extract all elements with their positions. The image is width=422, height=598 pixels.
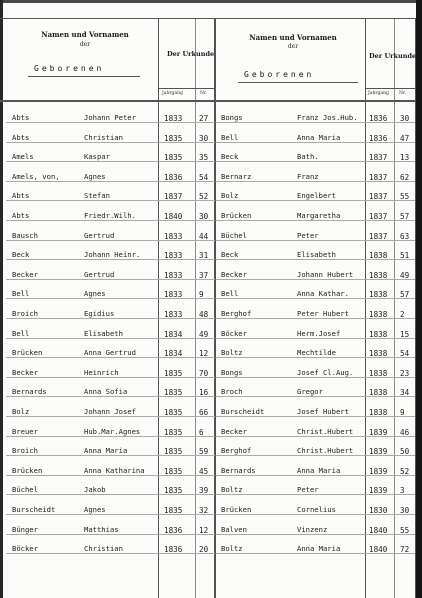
- right-row-year: 1838: [369, 251, 388, 260]
- right-row-number: 50: [400, 447, 410, 456]
- left-row-number: 6: [199, 428, 204, 437]
- right-der: der: [287, 43, 299, 50]
- row-rule-left: [6, 298, 215, 299]
- left-row-surname: Broich: [12, 446, 38, 455]
- right-row-year: 1838: [369, 369, 388, 378]
- left-row-year: 1833: [164, 114, 183, 123]
- scan-edge-right: [416, 0, 422, 598]
- left-row-year: 1834: [164, 349, 183, 358]
- left-row-surname: Bell: [12, 289, 30, 298]
- right-row-year: 1838: [369, 388, 388, 397]
- right-row-given-name: Bath.: [297, 152, 319, 161]
- right-row-surname: Bernarz: [221, 172, 252, 181]
- right-row-surname: Berghof: [221, 309, 252, 318]
- right-row-surname: Boltz: [221, 544, 243, 553]
- right-row-surname: Bernards: [221, 466, 256, 475]
- left-row-number: 31: [199, 251, 209, 260]
- left-row-given-name: Gertrud: [84, 231, 115, 240]
- right-row-given-name: Christ.Hubert: [297, 427, 354, 436]
- right-row-year: 1839: [369, 428, 388, 437]
- left-row-number: 48: [199, 310, 209, 319]
- left-row-year: 1835: [164, 467, 183, 476]
- left-row-number: 32: [199, 506, 209, 515]
- right-row-year: 1839: [369, 486, 388, 495]
- right-row-surname: Becker: [221, 270, 247, 279]
- left-row-given-name: Elisabeth: [84, 329, 123, 338]
- right-row-surname: Becker: [221, 427, 247, 436]
- left-row-surname: Abts: [12, 113, 30, 122]
- left-row-given-name: Kaspar: [84, 152, 110, 161]
- right-row-surname: Berghof: [221, 446, 252, 455]
- left-row-year: 1835: [164, 134, 183, 143]
- left-row-surname: Abts: [12, 133, 30, 142]
- left-row-year: 1836: [164, 526, 183, 535]
- left-row-year: 1833: [164, 271, 183, 280]
- left-row-year: 1833: [164, 290, 183, 299]
- right-row-surname: Bell: [221, 289, 239, 298]
- left-row-surname: Böcker: [12, 544, 38, 553]
- left-row-given-name: Johann Josef: [84, 407, 136, 416]
- left-urkunde: Der Urkunde: [167, 50, 215, 58]
- right-row-given-name: Franz Jos.Hub.: [297, 113, 358, 122]
- left-geborenen: Geborenen: [34, 64, 105, 73]
- right-row-year: 1838: [369, 330, 388, 339]
- left-row-year: 1835: [164, 369, 183, 378]
- right-row-given-name: Peter: [297, 231, 319, 240]
- right-urkunde: Der Urkunde: [369, 52, 417, 60]
- right-row-number: 57: [400, 290, 410, 299]
- left-row-number: 52: [199, 192, 209, 201]
- rule-right-subheader: [365, 88, 416, 89]
- right-row-year: 1838: [369, 349, 388, 358]
- left-row-surname: Bolz: [12, 407, 30, 416]
- right-row-given-name: Christ.Hubert: [297, 446, 354, 455]
- right-row-number: 55: [400, 526, 410, 535]
- left-row-number: 12: [199, 526, 209, 535]
- right-row-surname: Brücken: [221, 505, 252, 514]
- right-row-year: 1838: [369, 310, 388, 319]
- right-row-year: 1839: [369, 447, 388, 456]
- left-row-number: 59: [199, 447, 209, 456]
- left-row-number: 49: [199, 330, 209, 339]
- right-row-given-name: Anna Maria: [297, 544, 341, 553]
- left-row-given-name: Jakob: [84, 485, 106, 494]
- left-row-surname: Amels: [12, 152, 34, 161]
- left-row-given-name: Anna Gertrud: [84, 348, 136, 357]
- row-rule-left: [6, 161, 215, 162]
- left-row-surname: Büchel: [12, 485, 38, 494]
- left-row-surname: Bausch: [12, 231, 38, 240]
- left-row-number: 66: [199, 408, 209, 417]
- right-row-number: 72: [400, 545, 410, 554]
- left-row-number: 70: [199, 369, 209, 378]
- right-row-surname: Bongs: [221, 368, 243, 377]
- left-row-surname: Abts: [12, 191, 30, 200]
- left-row-surname: Amels, von,: [12, 172, 60, 181]
- right-row-year: 1837: [369, 212, 388, 221]
- rule-right-year: [394, 18, 395, 598]
- left-row-surname: Bell: [12, 329, 30, 338]
- right-row-surname: Bolz: [221, 191, 239, 200]
- right-row-surname: Boltz: [221, 348, 243, 357]
- left-row-given-name: Stefan: [84, 191, 110, 200]
- left-row-given-name: Friedr.Wilh.: [84, 211, 136, 220]
- right-row-year: 1839: [369, 467, 388, 476]
- rule-header-bottom: [0, 100, 416, 102]
- left-row-given-name: Agnes: [84, 172, 106, 181]
- left-row-year: 1833: [164, 232, 183, 241]
- left-row-year: 1834: [164, 330, 183, 339]
- right-row-given-name: Anna Maria: [297, 466, 341, 475]
- left-row-year: 1835: [164, 447, 183, 456]
- row-rule-left: [6, 200, 215, 201]
- left-row-number: 16: [199, 388, 209, 397]
- left-row-given-name: Gertrud: [84, 270, 115, 279]
- left-row-given-name: Hub.Mar.Agnes: [84, 427, 141, 436]
- scan-edge-top: [0, 0, 422, 3]
- rule-center: [214, 18, 216, 598]
- left-row-given-name: Johann Peter: [84, 113, 136, 122]
- left-row-surname: Beck: [12, 250, 30, 259]
- right-row-given-name: Josef Cl.Aug.: [297, 368, 354, 377]
- left-row-year: 1835: [164, 153, 183, 162]
- left-row-surname: Becker: [12, 270, 38, 279]
- left-row-year: 1836: [164, 545, 183, 554]
- right-row-number: 49: [400, 271, 410, 280]
- right-row-given-name: Mechtilde: [297, 348, 336, 357]
- right-row-number: 57: [400, 212, 410, 221]
- left-row-surname: Broich: [12, 309, 38, 318]
- left-row-surname: Abts: [12, 211, 30, 220]
- left-row-year: 1837: [164, 192, 183, 201]
- left-row-given-name: Egidius: [84, 309, 115, 318]
- right-row-given-name: Peter Hubert: [297, 309, 349, 318]
- rule-left-subheader: [158, 88, 215, 89]
- left-row-number: 12: [199, 349, 209, 358]
- left-row-surname: Brücken: [12, 466, 43, 475]
- right-names-title: Namen und Vornamen: [249, 33, 337, 42]
- left-row-year: 1835: [164, 408, 183, 417]
- right-row-surname: Broch: [221, 387, 243, 396]
- left-der: der: [79, 41, 91, 48]
- left-row-given-name: Heinrich: [84, 368, 119, 377]
- right-row-number: 23: [400, 369, 410, 378]
- right-row-number: 47: [400, 134, 410, 143]
- right-row-number: 52: [400, 467, 410, 476]
- right-row-year: 1838: [369, 271, 388, 280]
- left-names-title: Namen und Vornamen: [41, 30, 129, 39]
- right-row-year: 1836: [369, 134, 388, 143]
- right-row-surname: Böcker: [221, 329, 247, 338]
- right-row-given-name: Engelbert: [297, 191, 336, 200]
- right-jahrgang: Jahrgang: [368, 91, 389, 96]
- left-geborenen-underline: [28, 76, 140, 77]
- right-row-number: 30: [400, 506, 410, 515]
- left-row-given-name: Anna Maria: [84, 446, 128, 455]
- left-row-given-name: Johann Heinr.: [84, 250, 141, 259]
- left-row-number: 37: [199, 271, 209, 280]
- left-row-year: 1840: [164, 212, 183, 221]
- right-row-surname: Brücken: [221, 211, 252, 220]
- right-row-number: 51: [400, 251, 410, 260]
- right-row-given-name: Cornelius: [297, 505, 336, 514]
- right-row-number: 3: [400, 486, 405, 495]
- rule-top: [0, 18, 416, 19]
- left-row-surname: Breuer: [12, 427, 38, 436]
- left-jahrgang: Jahrgang: [162, 91, 183, 96]
- left-row-year: 1835: [164, 486, 183, 495]
- left-row-surname: Bernards: [12, 387, 47, 396]
- left-row-year: 1836: [164, 173, 183, 182]
- right-row-surname: Beck: [221, 152, 239, 161]
- left-row-number: 35: [199, 153, 209, 162]
- rule-left-names: [158, 18, 159, 598]
- right-geborenen-underline: [238, 82, 358, 83]
- right-row-number: 55: [400, 192, 410, 201]
- right-row-number: 13: [400, 153, 410, 162]
- right-row-number: 34: [400, 388, 410, 397]
- right-row-year: 1840: [369, 526, 388, 535]
- right-row-number: 46: [400, 428, 410, 437]
- right-nr: Nr.: [399, 91, 407, 96]
- right-row-given-name: Anna Maria: [297, 133, 341, 142]
- right-row-given-name: Peter: [297, 485, 319, 494]
- left-row-year: 1835: [164, 388, 183, 397]
- right-row-number: 30: [400, 114, 410, 123]
- rule-right-names: [365, 18, 366, 598]
- right-row-surname: Burscheidt: [221, 407, 265, 416]
- right-row-number: 63: [400, 232, 410, 241]
- left-row-given-name: Matthias: [84, 525, 119, 534]
- left-nr: Nr.: [200, 91, 208, 96]
- left-row-given-name: Agnes: [84, 505, 106, 514]
- left-row-number: 39: [199, 486, 209, 495]
- rule-left-year: [195, 18, 196, 598]
- right-row-year: 1837: [369, 173, 388, 182]
- left-row-number: 20: [199, 545, 209, 554]
- right-row-given-name: Elisabeth: [297, 250, 336, 259]
- right-row-given-name: Johann Hubert: [297, 270, 354, 279]
- right-row-given-name: Vinzenz: [297, 525, 328, 534]
- left-row-number: 9: [199, 290, 204, 299]
- rule-right-edge: [415, 18, 416, 598]
- left-row-surname: Burscheidt: [12, 505, 56, 514]
- left-row-surname: Becker: [12, 368, 38, 377]
- left-row-number: 30: [199, 134, 209, 143]
- right-row-surname: Beck: [221, 250, 239, 259]
- right-geborenen: Geborenen: [244, 70, 315, 79]
- right-row-year: 1837: [369, 153, 388, 162]
- right-row-surname: Bongs: [221, 113, 243, 122]
- right-row-number: 2: [400, 310, 405, 319]
- right-row-year: 1838: [369, 290, 388, 299]
- right-row-given-name: Franz: [297, 172, 319, 181]
- left-row-surname: Brücken: [12, 348, 43, 357]
- right-row-number: 15: [400, 330, 410, 339]
- left-row-year: 1833: [164, 310, 183, 319]
- right-row-surname: Balven: [221, 525, 247, 534]
- left-row-year: 1833: [164, 251, 183, 260]
- right-row-surname: Büchel: [221, 231, 247, 240]
- right-row-number: 9: [400, 408, 405, 417]
- left-row-given-name: Christian: [84, 544, 123, 553]
- left-row-number: 54: [199, 173, 209, 182]
- scan-edge-left: [0, 0, 3, 598]
- right-row-number: 54: [400, 349, 410, 358]
- right-row-year: 1830: [369, 506, 388, 515]
- left-row-year: 1835: [164, 506, 183, 515]
- left-row-number: 45: [199, 467, 209, 476]
- right-row-given-name: Anna Kathar.: [297, 289, 349, 298]
- right-row-year: 1838: [369, 408, 388, 417]
- left-row-surname: Bünger: [12, 525, 38, 534]
- right-row-surname: Boltz: [221, 485, 243, 494]
- right-row-given-name: Margaretha: [297, 211, 341, 220]
- left-row-given-name: Anna Sofia: [84, 387, 128, 396]
- right-row-number: 62: [400, 173, 410, 182]
- left-row-number: 44: [199, 232, 209, 241]
- right-row-given-name: Josef Hubert: [297, 407, 349, 416]
- left-row-given-name: Christian: [84, 133, 123, 142]
- right-row-surname: Bell: [221, 133, 239, 142]
- left-row-given-name: Anna Katharina: [84, 466, 145, 475]
- right-row-year: 1837: [369, 192, 388, 201]
- left-row-number: 27: [199, 114, 209, 123]
- right-row-given-name: Gregor: [297, 387, 323, 396]
- right-row-year: 1840: [369, 545, 388, 554]
- left-row-year: 1835: [164, 428, 183, 437]
- right-row-given-name: Herm.Josef: [297, 329, 341, 338]
- left-row-number: 30: [199, 212, 209, 221]
- left-row-given-name: Agnes: [84, 289, 106, 298]
- right-row-year: 1836: [369, 114, 388, 123]
- right-row-year: 1837: [369, 232, 388, 241]
